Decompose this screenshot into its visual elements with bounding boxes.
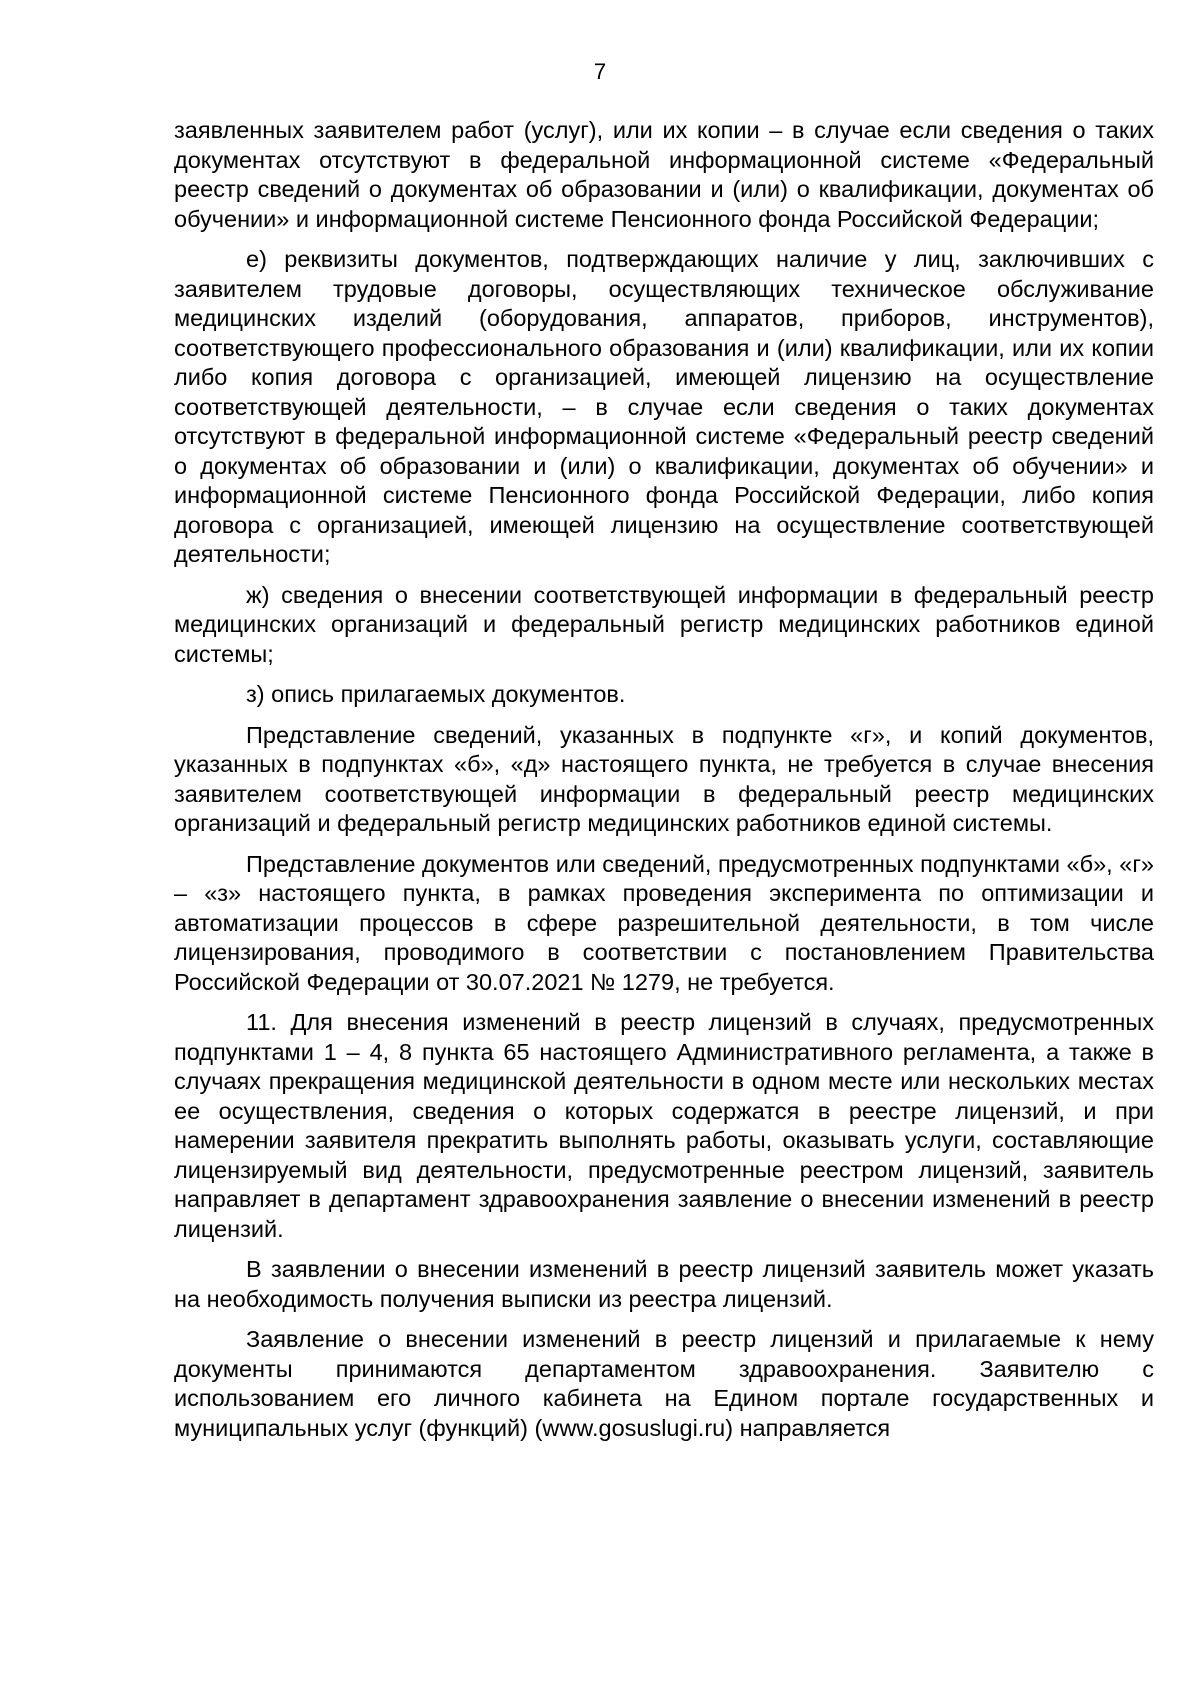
paragraph-extract-request: В заявлении о внесении изменений в реестр лицензий заявитель может указать на необходимость получения выписки из реестра лицензий. <box>174 1256 1154 1312</box>
paragraph-acceptance: Заявление о внесении изменений в реестр лицензий и прилагаемые к нему документы принимаются департаментом здравоохранения. Заявителю с использованием его личного кабинета на Едином портале государственных и муниципальных услуг (функций) (www.gosuslugi.ru) направляется <box>174 1326 1154 1441</box>
paragraph-continuation: заявленных заявителем работ (услуг), или их копии – в случае если сведения о таких документах отсутствуют в федеральной информационной системе «Федеральный реестр сведений о документах об образовании и (или) о квалификации, документах об обучении» и информационной системе Пенсионного фонда Российской Федерации; <box>174 117 1154 232</box>
paragraph-item-e: е) реквизиты документов, подтверждающих наличие у лиц, заключивших с заявителем трудовые договоры, осуществляющих техническое обслуживание медицинских изделий (оборудования, аппаратов, приборов, инструментов), соответствующего профессионального образования и (или) квалификации, или их копии либо копия договора с организацией, имеющей лицензию на осуществление соответствующей деятельности, – в случае если сведения о таких документах отсутствуют в федеральной информационной системе «Федеральный реестр сведений о документах об образовании и (или) о квалификации, документах об обучении» и информационной системе Пенсионного фонда Российской Федерации, либо копия договора с организацией, имеющей лицензию на осуществление соответствующей деятельности; <box>174 246 1154 567</box>
paragraph-item-z: з) опись прилагаемых документов. <box>246 681 626 707</box>
paragraph-exemption-1: Представление сведений, указанных в подпункте «г», и копий документов, указанных в подпунктах «б», «д» настоящего пункта, не требуется в случае внесения заявителем соответствующей информации в федеральный реестр медицинских организаций и федеральный регистр медицинских работников единой системы. <box>174 721 1154 836</box>
paragraph-item-zh: ж) сведения о внесении соответствующей информации в федеральный реестр медицинских организаций и федеральный регистр медицинских работников единой системы; <box>174 581 1154 667</box>
paragraph-exemption-2: Представление документов или сведений, предусмотренных подпунктами «б», «г» – «з» настоящего пункта, в рамках проведения эксперимента по оптимизации и автоматизации процессов в сфере разрешительной деятельности, в том числе лицензирования, проводимого в соответствии с постановлением Правительства Российской Федерации от 30.07.2021 № 1279, не требуется. <box>174 850 1154 995</box>
paragraph-clause-11: 11. Для внесения изменений в реестр лицензий в случаях, предусмотренных подпунктами 1 – 4, 8 пункта 65 настоящего Административного регламента, а также в случаях прекращения медицинской деятельности в одном месте или нескольких местах ее осуществления, сведения о которых содержатся в реестре лицензий, и при намерении заявителя прекратить выполнять работы, оказывать услуги, составляющие лицензируемый вид деятельности, предусмотренные реестром лицензий, заявитель направляет в департамент здравоохранения заявление о внесении изменений в реестр лицензий. <box>174 1009 1154 1242</box>
document-body <box>174 116 1154 1454</box>
page-number: 7 <box>593 59 607 84</box>
